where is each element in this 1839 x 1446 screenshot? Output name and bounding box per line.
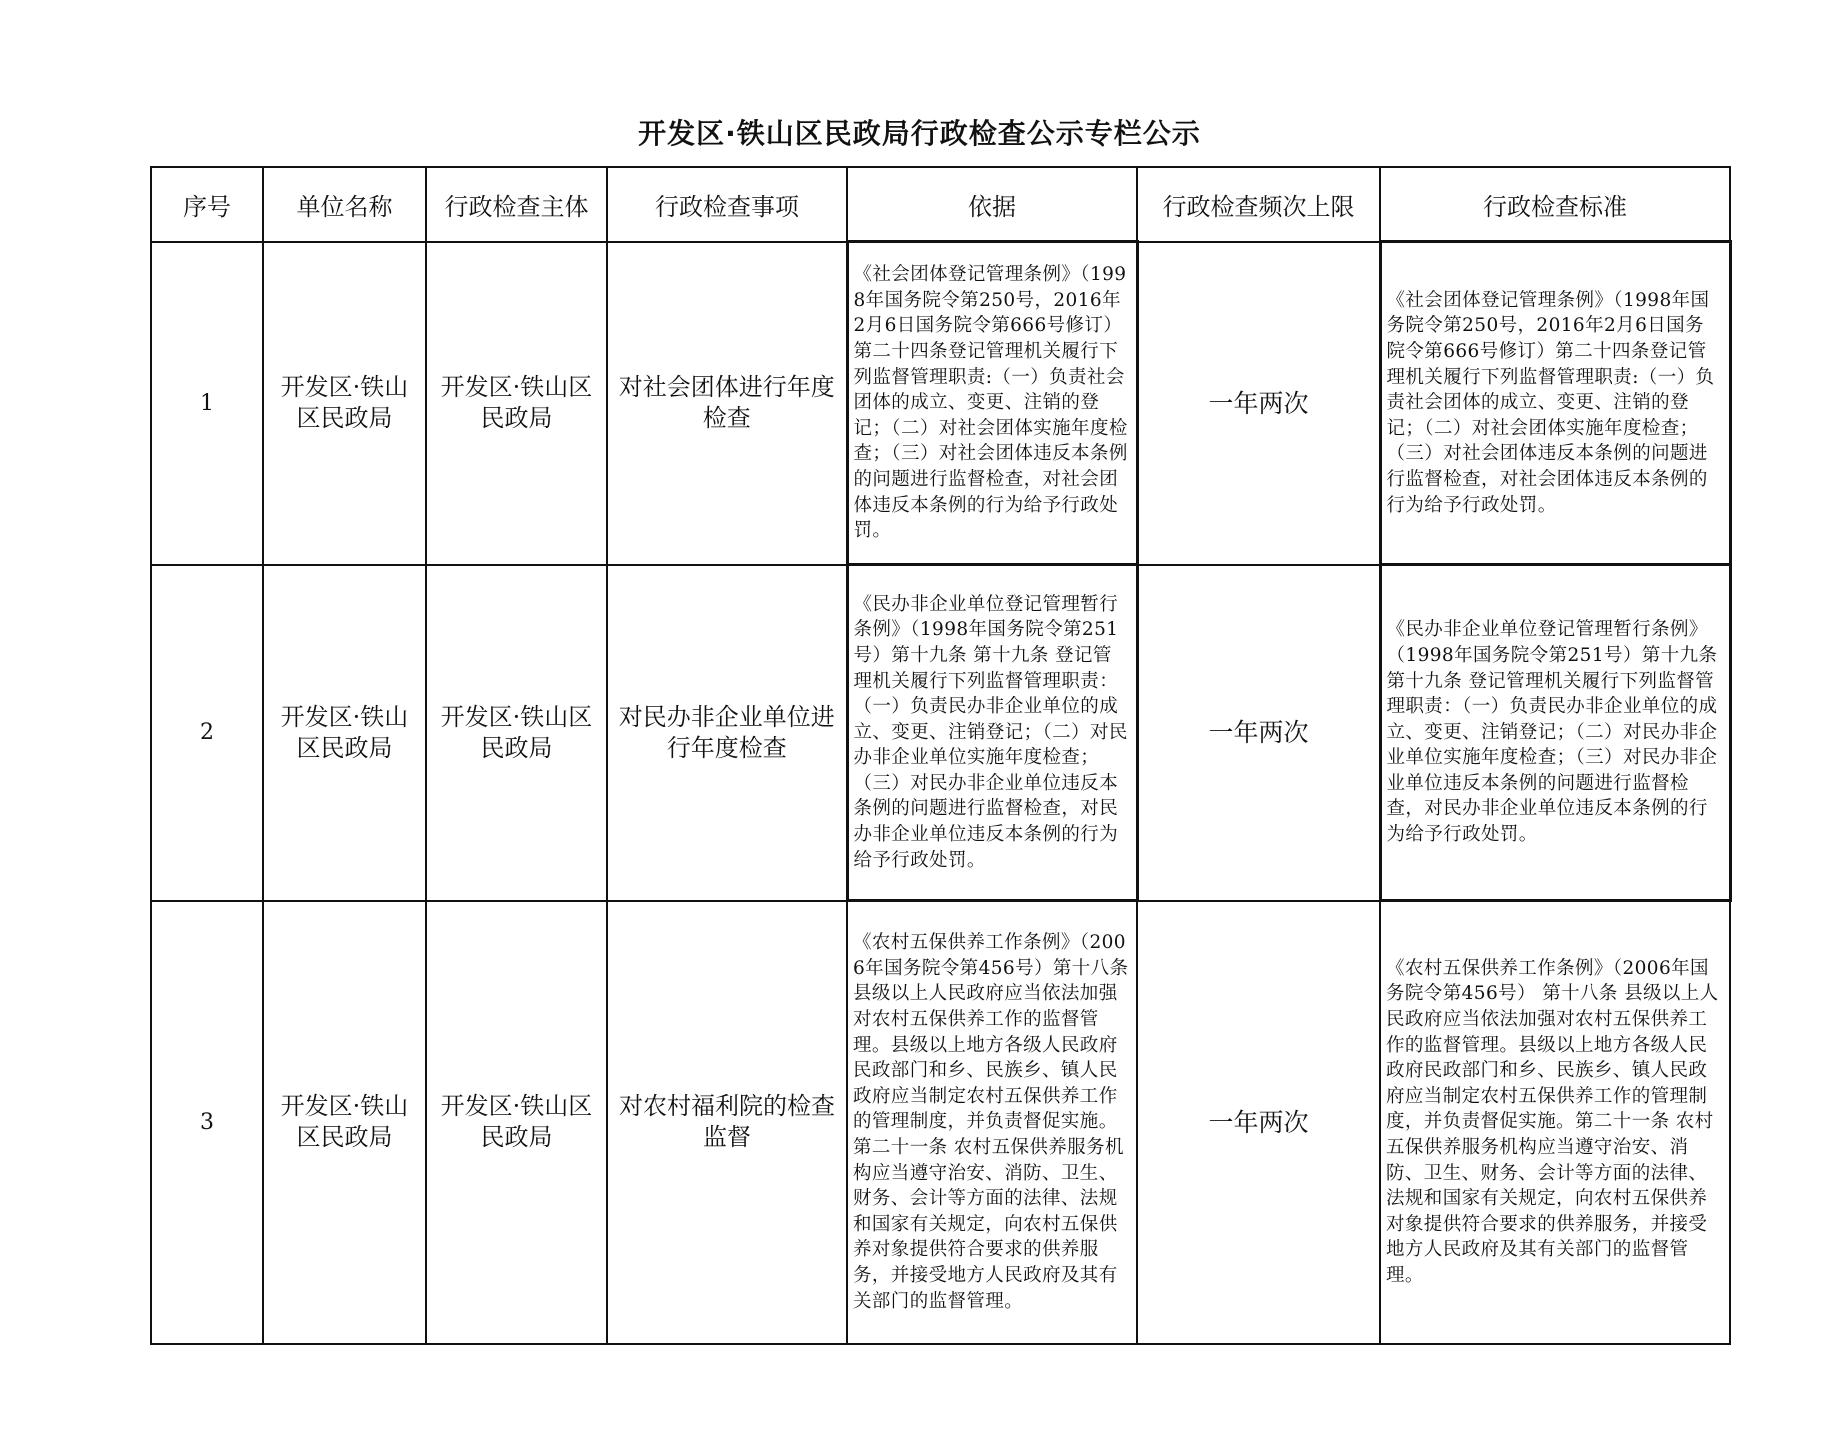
row-seq: 1 [151,242,263,565]
row-unit: 开发区·铁山区民政局 [263,242,426,565]
row-unit: 开发区·铁山区民政局 [263,901,426,1344]
row-standard: 《农村五保供养工作条例》（2006年国务院令第456号） 第十八条 县级以上人民政府应当依法加强对农村五保供养工作的监督管理。县级以上地方各级人民政府民政部门和乡、民族乡、镇人民政府应当制定农村五保供养工作的管理制度，并负责督促实施。第二十一条 农村五保供养服务机构应当遵守治安、消防、卫生、财务、会计等方面的法律、法规和国家有关规定，向农村五保供养对象提供符合要求的供养服务，并接受地方人民政府及其有关部门的监督管理。 [1380,901,1730,1344]
row-subject: 开发区·铁山区民政局 [426,242,607,565]
row-unit: 开发区·铁山区民政局 [263,565,426,901]
header-basis: 依据 [847,167,1137,242]
row-basis: 《民办非企业单位登记管理暂行条例》（1998年国务院令第251号）第十九条 第十九条 登记管理机关履行下列监督管理职责：（一）负责民办非企业单位的成立、变更、注销登记；（二）对民办非企业单位实施年度检查；（三）对民办非企业单位违反本条例的问题进行监督检查，对民办非企业单位违反本条例的行为给予行政处罚。 [847,565,1137,901]
header-item: 行政检查事项 [607,167,847,242]
table-row [151,242,1730,565]
table-row [151,565,1730,901]
row-standard: 《民办非企业单位登记管理暂行条例》（1998年国务院令第251号）第十九条 第十九条 登记管理机关履行下列监督管理职责：（一）负责民办非企业单位的成立、变更、注销登记；（二）对民办非企业单位实施年度检查；（三）对民办非企业单位违反本条例的问题进行监督检查，对民办非企业单位违反本条例的行为给予行政处罚。 [1380,565,1730,901]
header-seq: 序号 [151,167,263,242]
row-subject: 开发区·铁山区民政局 [426,565,607,901]
header-row [151,167,1730,242]
row-item: 对农村福利院的检查监督 [607,901,847,1344]
row-seq: 2 [151,565,263,901]
row-item: 对民办非企业单位进行年度检查 [607,565,847,901]
row-item: 对社会团体进行年度检查 [607,242,847,565]
row-frequency: 一年两次 [1137,565,1380,901]
table-row [151,901,1730,1344]
header-standard: 行政检查标准 [1380,167,1730,242]
row-frequency: 一年两次 [1137,901,1380,1344]
header-subject: 行政检查主体 [426,167,607,242]
inspection-table [150,166,1732,1345]
row-standard: 《社会团体登记管理条例》（1998年国务院令第250号，2016年2月6日国务院令第666号修订）第二十四条登记管理机关履行下列监督管理职责:（一）负责社会团体的成立、变更、注销的登记；（二）对社会团体实施年度检查；（三）对社会团体违反本条例的问题进行监督检查，对社会团体违反本条例的行为给予行政处罚。 [1380,242,1730,565]
row-frequency: 一年两次 [1137,242,1380,565]
row-subject: 开发区·铁山区民政局 [426,901,607,1344]
row-basis: 《农村五保供养工作条例》（2006年国务院令第456号）第十八条 县级以上人民政府应当依法加强对农村五保供养工作的监督管理。县级以上地方各级人民政府民政部门和乡、民族乡、镇人民政府应当制定农村五保供养工作的管理制度，并负责督促实施。 第二十一条 农村五保供养服务机构应当遵守治安、消防、卫生、财务、会计等方面的法律、法规和国家有关规定，向农村五保供养对象提供符合要求的供养服务，并接受地方人民政府及其有关部门的监督管理。 [847,901,1137,1344]
row-basis: 《社会团体登记管理条例》（1998年国务院令第250号，2016年2月6日国务院令第666号修订）第二十四条登记管理机关履行下列监督管理职责:（一）负责社会团体的成立、变更、注销的登记；（二）对社会团体实施年度检查；（三）对社会团体违反本条例的问题进行监督检查，对社会团体违反本条例的行为给予行政处罚。 [847,242,1137,565]
page-title: 开发区·铁山区民政局行政检查公示专栏公示 [638,117,1201,150]
header-frequency: 行政检查频次上限 [1137,167,1380,242]
row-seq: 3 [151,901,263,1344]
header-unit: 单位名称 [263,167,426,242]
